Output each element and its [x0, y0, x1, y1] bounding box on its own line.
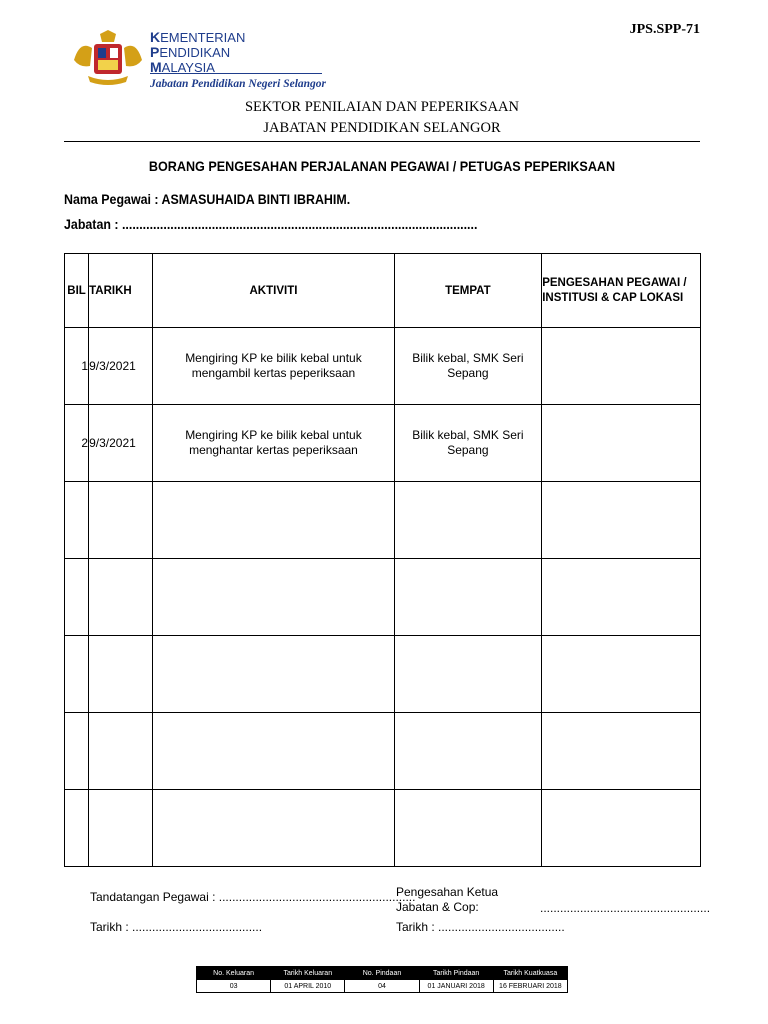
revision-table — [196, 966, 568, 993]
signature-pengesahan-line2: Jabatan & Cop: — [396, 900, 479, 914]
ministry-logo-text — [150, 30, 350, 91]
cell-tarikh: 9/3/2021 — [89, 405, 153, 482]
cell-pengesahan — [542, 328, 701, 405]
header-line-2: JABATAN PENDIDIKAN SELANGOR — [263, 120, 501, 136]
cell-aktiviti — [153, 405, 394, 482]
cell-bil: 1 — [65, 328, 89, 405]
table-row — [65, 713, 701, 790]
cell-tarikh — [89, 636, 153, 713]
cell-tempat-line2: Sepang — [447, 366, 489, 380]
cell-aktiviti — [153, 559, 394, 636]
table-row — [65, 328, 701, 405]
table-row — [65, 482, 701, 559]
header-pengesahan-line1: PENGESAHAN PEGAWAI / — [542, 276, 687, 289]
form-code: JPS.SPP-71 — [629, 22, 700, 37]
header-tempat: TEMPAT — [394, 254, 542, 328]
signature-pengesahan-dots: ................................................... — [540, 901, 711, 915]
header-tarikh: TARIKH — [89, 254, 153, 328]
table-row — [65, 559, 701, 636]
cell-tempat-line1: Bilik kebal, SMK Seri — [412, 351, 524, 365]
cell-aktiviti — [153, 790, 394, 867]
cell-bil — [65, 790, 89, 867]
revision-header-cell: Tarikh Kuatkuasa — [493, 967, 567, 980]
logo-initial-p: P — [150, 44, 160, 60]
header-divider — [64, 141, 700, 142]
cell-pengesahan — [542, 482, 701, 559]
field-jabatan: Jabatan : ....................................................................................................... — [64, 217, 478, 232]
cell-tempat-line2: Sepang — [447, 443, 489, 457]
cell-tarikh — [89, 559, 153, 636]
revision-header-cell: No. Pindaan — [345, 967, 419, 980]
signature-tarikh-left: Tarikh : ....................................... — [90, 920, 263, 934]
field-nama-pegawai: Nama Pegawai : ASMASUHAIDA BINTI IBRAHIM. — [64, 192, 351, 207]
cell-aktiviti — [153, 713, 394, 790]
cell-bil — [65, 713, 89, 790]
logo-line3: ALAYSIA — [161, 60, 215, 75]
cell-tempat — [394, 405, 542, 482]
logo-divider — [150, 73, 322, 74]
revision-header-cell: No. Keluaran — [197, 967, 271, 980]
header-bil: BIL — [65, 254, 89, 328]
cell-aktiviti — [153, 328, 394, 405]
revision-value-row — [197, 980, 568, 993]
header-pengesahan-line2: INSTITUSI & CAP LOKASI — [542, 291, 684, 304]
cell-aktiviti-line2: menghantar kertas peperiksaan — [189, 443, 358, 457]
cell-bil — [65, 559, 89, 636]
cell-tempat — [394, 559, 542, 636]
revision-header-row — [197, 967, 568, 980]
cell-tarikh — [89, 713, 153, 790]
table-row — [65, 636, 701, 713]
cell-tarikh — [89, 482, 153, 559]
table-row — [65, 790, 701, 867]
cell-bil — [65, 482, 89, 559]
header-aktiviti: AKTIVITI — [153, 254, 394, 328]
cell-aktiviti — [153, 636, 394, 713]
logo-initial-m: M — [150, 59, 162, 75]
cell-aktiviti — [153, 482, 394, 559]
logo-line1: EMENTERIAN — [160, 30, 246, 45]
cell-tarikh — [89, 790, 153, 867]
signature-tarikh-right: Tarikh : ...................................... — [396, 920, 565, 934]
cell-tempat — [394, 713, 542, 790]
cell-pengesahan — [542, 636, 701, 713]
cell-pengesahan — [542, 790, 701, 867]
cell-bil — [65, 636, 89, 713]
cell-aktiviti-line1: Mengiring KP ke bilik kebal untuk — [185, 428, 362, 442]
cell-tarikh: 9/3/2021 — [89, 328, 153, 405]
table-row — [65, 405, 701, 482]
revision-header-cell: Tarikh Keluaran — [271, 967, 345, 980]
cell-tempat — [394, 328, 542, 405]
table-header-row — [65, 254, 701, 328]
logo-subtitle: Jabatan Pendidikan Negeri Selangor — [150, 78, 327, 90]
cell-tempat-line1: Bilik kebal, SMK Seri — [412, 428, 524, 442]
form-title: BORANG PENGESAHAN PERJALANAN PEGAWAI / PETUGAS PEPERIKSAAN — [148, 158, 616, 174]
header-line-1: SEKTOR PENILAIAN DAN PEPERIKSAAN — [244, 99, 520, 115]
header-pengesahan — [542, 254, 701, 328]
signature-pengesahan-line1: Pengesahan Ketua — [396, 885, 499, 899]
cell-aktiviti-line1: Mengiring KP ke bilik kebal untuk — [185, 351, 362, 365]
cell-pengesahan — [542, 559, 701, 636]
signature-pegawai: Tandatangan Pegawai : ........................................................... — [90, 890, 416, 904]
revision-header-cell: Tarikh Pindaan — [419, 967, 493, 980]
signature-pengesahan-label — [396, 885, 498, 915]
revision-value-cell: 01 JANUARI 2018 — [419, 980, 493, 993]
logo-initial-k: K — [150, 29, 161, 45]
cell-tempat — [394, 482, 542, 559]
revision-value-cell: 01 APRIL 2010 — [271, 980, 345, 993]
cell-aktiviti-line2: mengambil kertas peperiksaan — [191, 366, 356, 380]
cell-tempat — [394, 636, 542, 713]
cell-pengesahan — [542, 405, 701, 482]
cell-pengesahan — [542, 713, 701, 790]
revision-value-cell: 04 — [345, 980, 419, 993]
logo-line2: ENDIDIKAN — [159, 45, 231, 60]
malaysia-crest-icon — [70, 30, 146, 88]
cell-bil: 2 — [65, 405, 89, 482]
cell-tempat — [394, 790, 542, 867]
revision-value-cell: 03 — [197, 980, 271, 993]
revision-value-cell: 16 FEBRUARI 2018 — [493, 980, 567, 993]
activity-table — [64, 253, 701, 867]
